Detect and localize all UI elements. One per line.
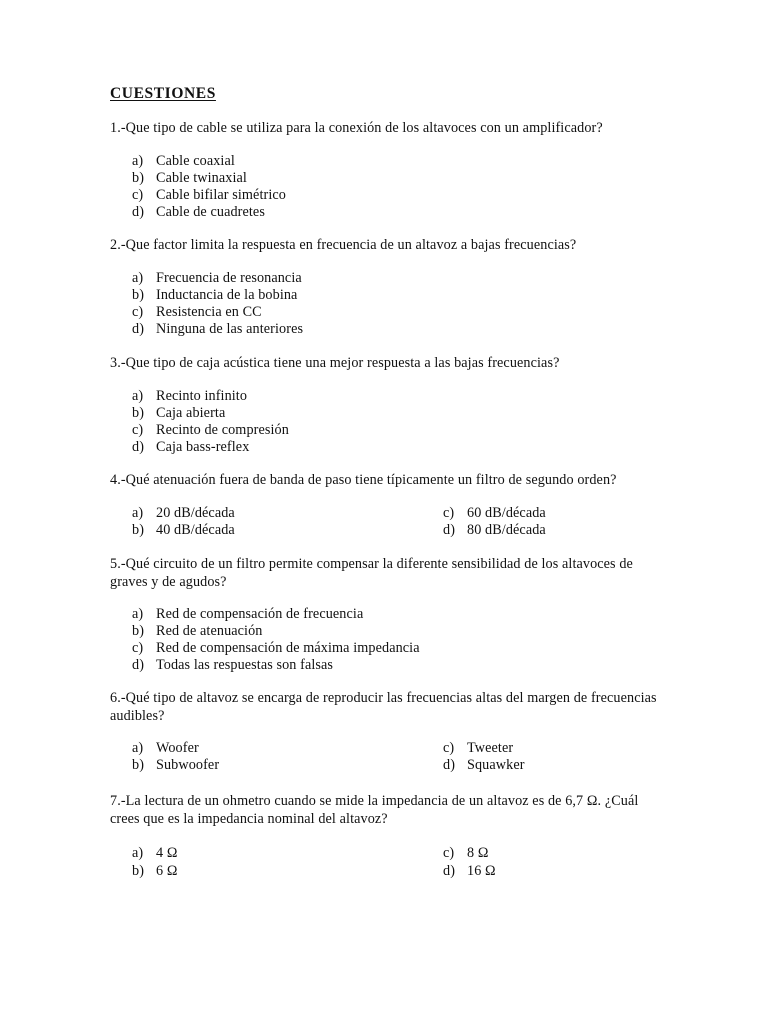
- option-letter: b): [132, 863, 145, 879]
- option-letter: c): [443, 740, 455, 756]
- option-5d: [132, 657, 333, 674]
- option-4c: [443, 505, 546, 522]
- option-text: Cable de cuadretes: [156, 204, 265, 220]
- option-letter: a): [132, 740, 144, 756]
- question-5: 5.-Qué circuito de un filtro permite compensar la diferente sensibilidad de los altavoces de graves y de agudos?: [110, 556, 633, 590]
- option-text: Caja bass-reflex: [156, 439, 250, 455]
- page-title: CUESTIONES: [110, 85, 216, 102]
- option-7c: [443, 845, 488, 862]
- option-text: 60 dB/década: [467, 505, 546, 521]
- option-text: Woofer: [156, 740, 199, 756]
- option-6d: [443, 757, 525, 774]
- option-text: 16 Ω: [467, 863, 496, 879]
- option-letter: d): [443, 863, 456, 879]
- option-3c: [132, 422, 289, 439]
- option-text: 80 dB/década: [467, 522, 546, 538]
- option-letter: b): [132, 623, 145, 639]
- option-text: Cable bifilar simétrico: [156, 187, 286, 203]
- option-7d: [443, 863, 496, 880]
- option-text: Subwoofer: [156, 757, 220, 773]
- option-1a: [132, 153, 235, 170]
- option-text: Red de atenuación: [156, 623, 263, 639]
- option-letter: b): [132, 405, 145, 421]
- option-2a: [132, 270, 302, 287]
- option-text: Recinto de compresión: [156, 422, 289, 438]
- option-text: Cable twinaxial: [156, 170, 247, 186]
- option-3d: [132, 439, 249, 456]
- option-letter: c): [132, 304, 144, 320]
- option-1b: [132, 170, 247, 187]
- option-letter: a): [132, 388, 144, 404]
- option-text: 8 Ω: [467, 845, 489, 861]
- option-letter: a): [132, 505, 144, 521]
- option-text: 4 Ω: [156, 845, 178, 861]
- option-3b: [132, 405, 225, 422]
- option-4d: [443, 522, 546, 539]
- option-letter: c): [132, 422, 144, 438]
- option-text: Tweeter: [467, 740, 514, 756]
- option-letter: d): [443, 757, 456, 773]
- option-6c: [443, 740, 513, 757]
- option-text: Ninguna de las anteriores: [156, 321, 304, 337]
- question-7: 7.-La lectura de un ohmetro cuando se mide la impedancia de un altavoz es de 6,7 Ω. ¿Cuál crees que es la impedancia nominal del altavoz?: [110, 793, 639, 827]
- option-letter: a): [132, 845, 144, 861]
- option-letter: d): [132, 657, 145, 673]
- option-2b: [132, 287, 297, 304]
- option-letter: a): [132, 606, 144, 622]
- option-letter: a): [132, 153, 144, 169]
- option-2d: [132, 321, 303, 338]
- option-text: Squawker: [467, 757, 525, 773]
- option-text: Red de compensación de frecuencia: [156, 606, 364, 622]
- option-7a: [132, 845, 177, 862]
- option-text: 20 dB/década: [156, 505, 235, 521]
- option-text: 40 dB/década: [156, 522, 235, 538]
- option-text: Todas las respuestas son falsas: [156, 657, 334, 673]
- option-letter: c): [132, 640, 144, 656]
- option-6b: [132, 757, 219, 774]
- option-letter: c): [132, 187, 144, 203]
- option-text: Caja abierta: [156, 405, 226, 421]
- option-1d: [132, 204, 265, 221]
- option-letter: c): [443, 845, 455, 861]
- option-5c: [132, 640, 420, 657]
- option-7b: [132, 863, 177, 880]
- option-letter: b): [132, 757, 145, 773]
- option-5b: [132, 623, 263, 640]
- option-text: Resistencia en CC: [156, 304, 262, 320]
- option-letter: d): [443, 522, 456, 538]
- option-5a: [132, 606, 363, 623]
- option-letter: b): [132, 522, 145, 538]
- option-text: 6 Ω: [156, 863, 178, 879]
- option-letter: a): [132, 270, 144, 286]
- option-letter: d): [132, 439, 145, 455]
- option-text: Red de compensación de máxima impedancia: [156, 640, 420, 656]
- option-4a: [132, 505, 235, 522]
- option-letter: b): [132, 170, 145, 186]
- question-3: 3.-Que tipo de caja acústica tiene una mejor respuesta a las bajas frecuencias?: [110, 355, 560, 371]
- option-letter: d): [132, 321, 145, 337]
- option-text: Frecuencia de resonancia: [156, 270, 302, 286]
- option-6a: [132, 740, 199, 757]
- option-text: Recinto infinito: [156, 388, 248, 404]
- option-3a: [132, 388, 247, 405]
- option-letter: d): [132, 204, 145, 220]
- option-2c: [132, 304, 262, 321]
- option-text: Cable coaxial: [156, 153, 235, 169]
- option-1c: [132, 187, 286, 204]
- question-6: 6.-Qué tipo de altavoz se encarga de reproducir las frecuencias altas del margen de frecuencias audibles?: [110, 690, 657, 724]
- option-letter: c): [443, 505, 455, 521]
- option-letter: b): [132, 287, 145, 303]
- option-text: Inductancia de la bobina: [156, 287, 298, 303]
- option-4b: [132, 522, 235, 539]
- question-1: 1.-Que tipo de cable se utiliza para la conexión de los altavoces con un amplificador?: [110, 120, 603, 136]
- question-4: 4.-Qué atenuación fuera de banda de paso tiene típicamente un filtro de segundo orden?: [110, 472, 617, 488]
- question-2: 2.-Que factor limita la respuesta en frecuencia de un altavoz a bajas frecuencias?: [110, 237, 577, 253]
